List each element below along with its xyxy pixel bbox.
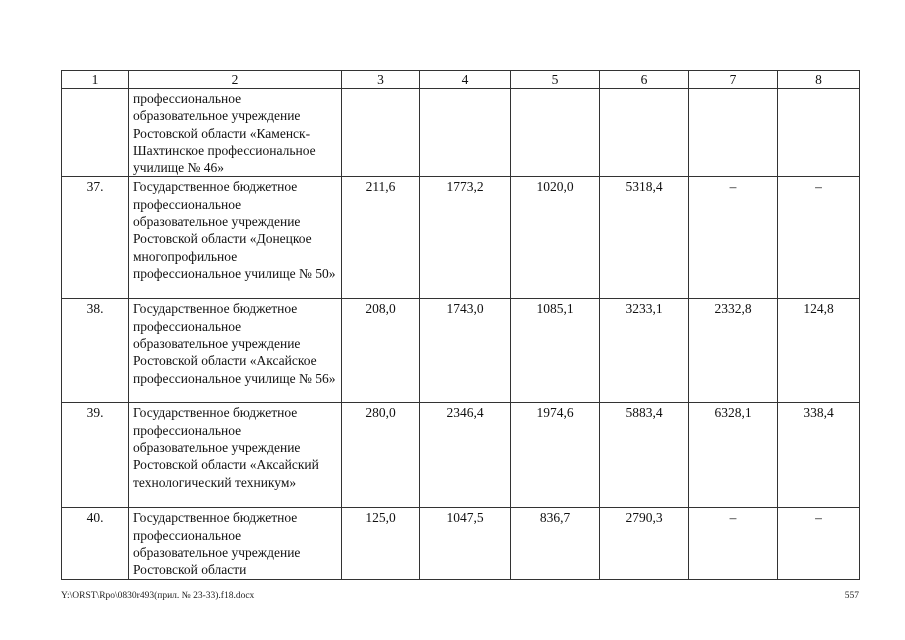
col-header: 8 [778,71,860,89]
cell-col4: 2346,4 [420,403,511,508]
data-table [61,70,860,580]
col-header: 4 [420,71,511,89]
page-number: 557 [844,591,859,601]
institution-name: Государственное бюджетное профессиональное образовательное учреждение Ростовской области «Аксайское профессиональное училище № 56» [129,299,342,403]
cell-col8: 124,8 [778,299,860,403]
cell-col6: 5883,4 [600,403,689,508]
col-header: 1 [62,71,129,89]
row-number: 40. [62,508,129,579]
table-row [62,403,860,508]
col-header: 7 [689,71,778,89]
institution-name: Государственное бюджетное профессиональное образовательное учреждение Ростовской области «Донецкое многопрофильное профессиональное училище № 50» [129,177,342,299]
cell-col4: 1047,5 [420,508,511,579]
table-row [62,508,860,579]
institution-name: Государственное бюджетное профессиональное образовательное учреждение Ростовской области «Аксайский технологический техникум» [129,403,342,508]
col-header: 3 [342,71,420,89]
cell-col4 [420,89,511,177]
table-row [62,89,860,177]
cell-col4: 1773,2 [420,177,511,299]
row-number: 39. [62,403,129,508]
institution-name: профессиональное образовательное учреждение Ростовской области «Каменск-Шахтинское профессиональное училище № 46» [129,89,342,177]
cell-col6: 5318,4 [600,177,689,299]
cell-col7: 2332,8 [689,299,778,403]
cell-col3: 280,0 [342,403,420,508]
table-row [62,177,860,299]
cell-col3: 125,0 [342,508,420,579]
cell-col4: 1743,0 [420,299,511,403]
cell-col7 [689,89,778,177]
row-number: 38. [62,299,129,403]
col-header: 6 [600,71,689,89]
cell-col3: 208,0 [342,299,420,403]
cell-col8: – [778,508,860,579]
col-header: 5 [511,71,600,89]
cell-col6: 2790,3 [600,508,689,579]
cell-col7: 6328,1 [689,403,778,508]
cell-col6 [600,89,689,177]
cell-col8: – [778,177,860,299]
cell-col5: 836,7 [511,508,600,579]
cell-col5: 1974,6 [511,403,600,508]
footer-file-path: Y:\ORST\Rpo\0830r493(прил. № 23-33).f18.docx [61,591,255,601]
cell-col7: – [689,508,778,579]
row-number: 37. [62,177,129,299]
row-number [62,89,129,177]
cell-col5: 1020,0 [511,177,600,299]
cell-col8 [778,89,860,177]
cell-col5: 1085,1 [511,299,600,403]
cell-col6: 3233,1 [600,299,689,403]
cell-col3: 211,6 [342,177,420,299]
table-row [62,299,860,403]
cell-col3 [342,89,420,177]
col-header: 2 [129,71,342,89]
institution-name: Государственное бюджетное профессиональное образовательное учреждение Ростовской области [129,508,342,579]
cell-col7: – [689,177,778,299]
table-header-row [62,71,860,89]
cell-col5 [511,89,600,177]
cell-col8: 338,4 [778,403,860,508]
